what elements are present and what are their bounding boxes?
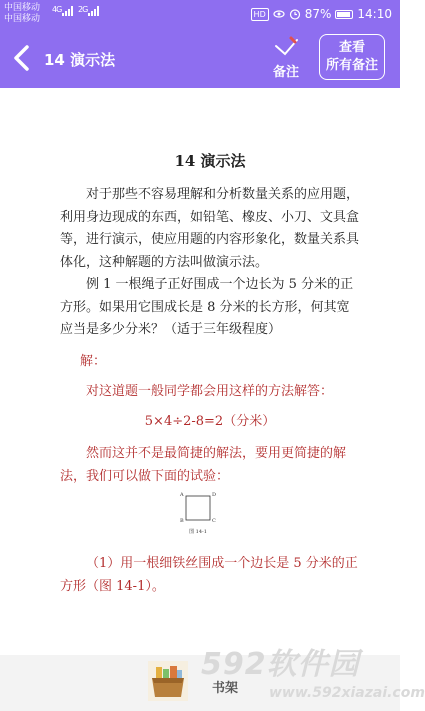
alarm-icon [289, 8, 301, 20]
formula: 5×4÷2-8=2（分米） [144, 414, 276, 429]
pen-check-icon [273, 36, 299, 58]
page-title: 14 演示法 [44, 51, 116, 69]
paragraph-example: 例 1 一根绳子正好围成一个边长为 5 分米的正方形。如果用它围成长是 8 分米的长方形，何其宽应当是多少分米？（适于三年级程度） [60, 277, 354, 337]
signal-2-label: 2G [78, 5, 88, 14]
carrier-1: 中国移动 [4, 3, 41, 13]
signal-icon [62, 5, 76, 17]
bookshelf-button[interactable] [148, 661, 188, 701]
square-diagram [178, 488, 218, 528]
figure-caption: 图 14-1 [189, 529, 207, 535]
signal-icon [88, 5, 102, 17]
app-header [0, 30, 400, 88]
watermark-logo: 592软件园 [201, 647, 360, 682]
chevron-left-icon [12, 44, 32, 72]
paragraph-step-1: （1）用一根细铁丝围成一个边长是 5 分米的正方形（图 14-1）。 [60, 556, 358, 594]
document-title: 14 演示法 [174, 152, 246, 170]
clock: 14:10 [357, 7, 392, 21]
bookshelf-label: 书架 [212, 681, 239, 696]
vertex-a: A [180, 492, 184, 498]
carrier-labels [4, 3, 40, 25]
vertex-d: D [212, 492, 217, 498]
watermark-url: www.592xiazai.com [269, 685, 425, 701]
solution-label: 解： [80, 354, 107, 369]
status-right [251, 7, 392, 21]
battery-icon [335, 10, 353, 19]
view-all-notes-button[interactable] [319, 34, 385, 80]
carrier-2: 中国移动 [4, 14, 41, 24]
battery-percent: 87% [304, 7, 332, 21]
paragraph-method: 对这道题一般同学都会用这样的方法解答： [86, 384, 334, 399]
paragraph-intro: 对于那些不容易理解和分析数量关系的应用题，利用身边现成的东西，如铅笔、橡皮、小刀、文具盒等，进行演示，使应用题的内容形象化，数量关系具体化，这种解题的方法叫做演示法。 [60, 187, 360, 270]
figure-square [178, 488, 218, 536]
back-button[interactable] [12, 44, 36, 74]
note-button[interactable] [266, 36, 306, 82]
view-all-line-2: 所有备注 [325, 58, 378, 73]
status-bar [0, 0, 400, 30]
vertex-b: B [180, 518, 184, 524]
site-watermark [195, 637, 425, 711]
vertex-c: C [212, 518, 216, 524]
view-all-line-1: 查看 [338, 40, 365, 55]
eye-icon [273, 8, 285, 20]
note-label: 备注 [272, 65, 299, 80]
bookshelf-icon [148, 661, 188, 701]
signal-1-label: 4G [52, 5, 62, 14]
paragraph-better-method: 然而这并不是最简捷的解法，要用更简捷的解法，我们可以做下面的试验： [60, 446, 347, 484]
hd-badge: HD [251, 8, 269, 21]
